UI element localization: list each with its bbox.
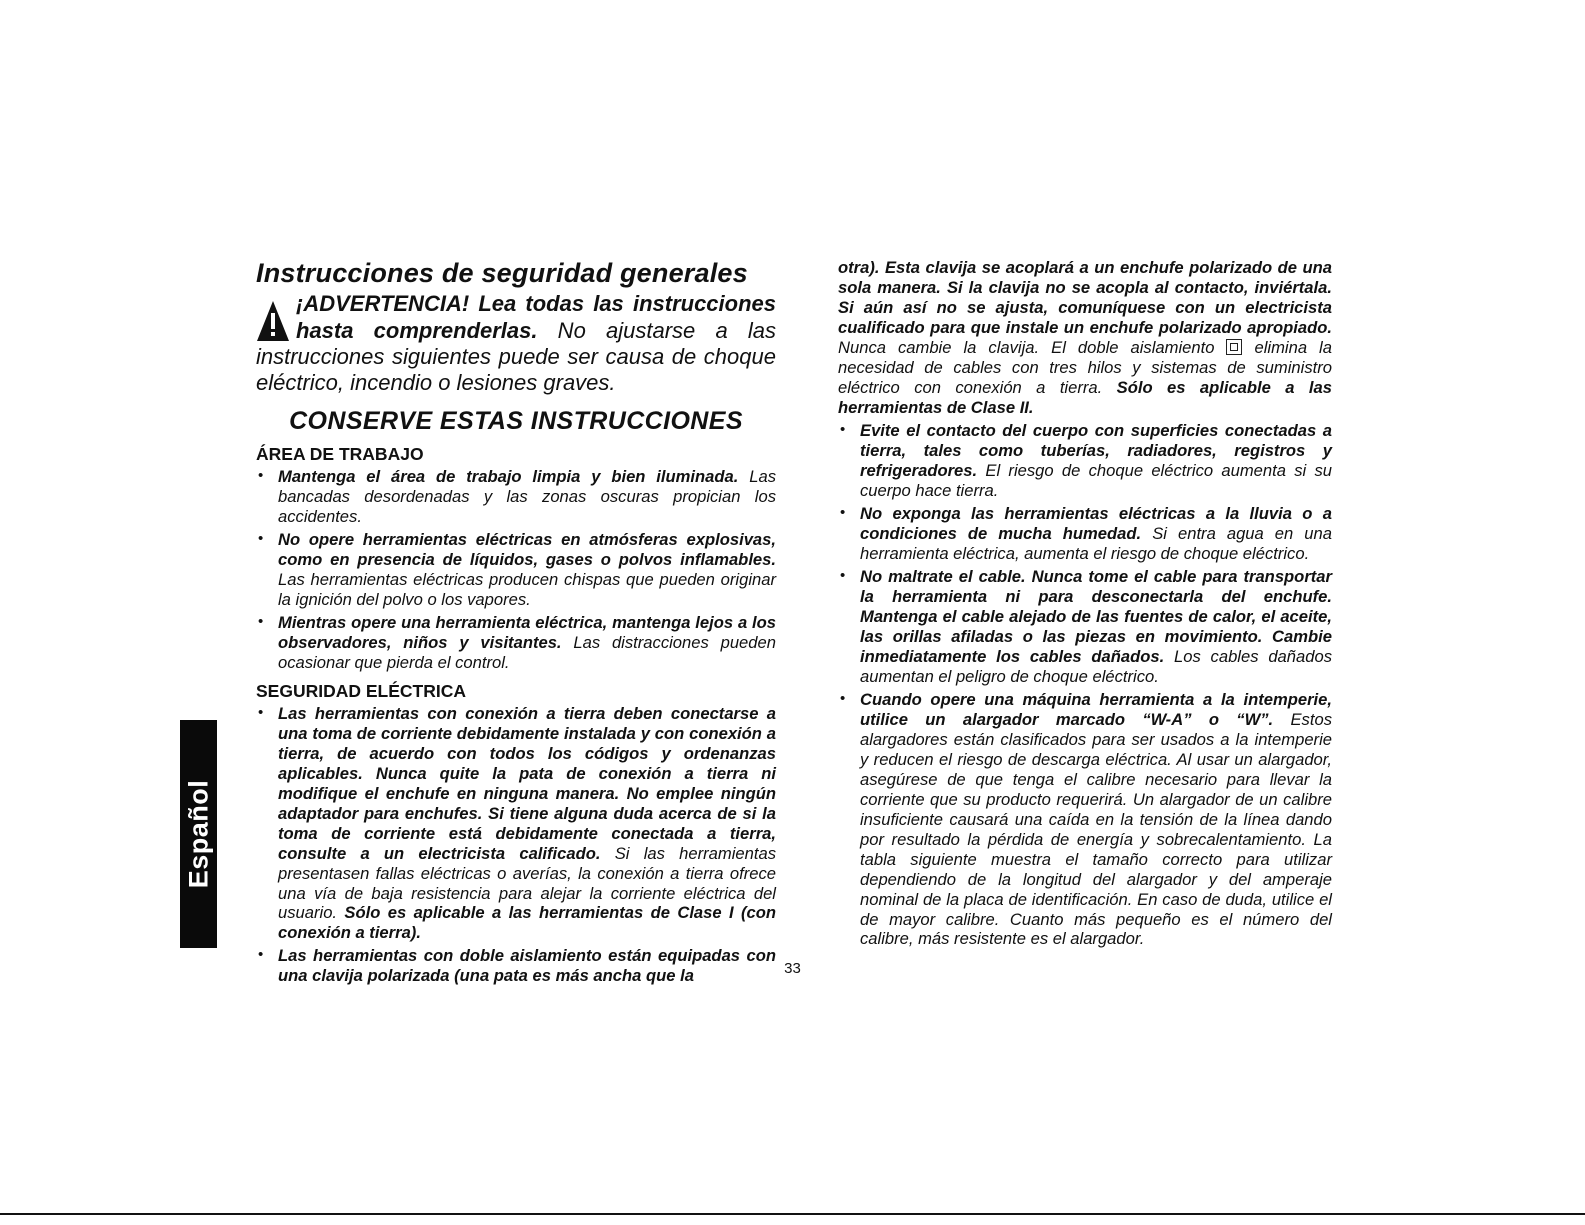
item-text: Las distracciones pueden ocasionar que pierda el control. — [278, 632, 776, 672]
item-bold: No maltrate el cable. Nunca tome el cable para transportar la herramienta ni para desconectarla del enchufe. Mantenga el cable alejado de las fuentes de calor, el aceite, las orillas afiladas o las piezas en movimiento. Cambie inmediatamente los cables dañados. — [860, 566, 1332, 666]
bottom-divider — [0, 1213, 1585, 1215]
right-list — [838, 258, 1332, 949]
work-area-list — [256, 467, 776, 673]
item-text: El riesgo de choque eléctrico aumenta si su cuerpo hace tierra. — [860, 460, 1332, 500]
section-heading-electrical: SEGURIDAD ELÉCTRICA — [256, 680, 467, 701]
list-item — [838, 504, 1332, 564]
item-text: Nunca cambie la clavija. El doble aislamiento — [838, 337, 1215, 357]
page-title: Instrucciones de seguridad generales — [256, 258, 748, 288]
list-item-continuation — [838, 258, 1332, 418]
left-column — [256, 258, 776, 989]
page-number: 33 — [784, 960, 801, 977]
item-bold: No opere herramientas eléctricas en atmósferas explosivas, como en presencia de líquidos, gases o polvos inflamables. — [278, 529, 776, 569]
item-bold: Mantenga el área de trabajo limpia y bien iluminada. — [278, 466, 739, 486]
item-bold: Mientras opere una herramienta eléctrica, mantenga lejos a los observadores, niños y visitantes. — [278, 612, 776, 652]
right-column — [838, 258, 1332, 952]
item-bold: Las herramientas con conexión a tierra deben conectarse a una toma de corriente debidamente instalada y con conexión a tierra, de acuerdo con todos los códigos y ordenanzas aplicables. Nunca quite la pata de conexión a tierra ni modifique el enchufe en ninguna manera. No emplee ningún adaptador para enchufes. Si tiene alguna duda acerca de si la toma de corriente está debidamente conectada a tierra, consulte a un electricista calificado. — [278, 703, 776, 863]
warning-triangle-icon — [256, 295, 290, 343]
list-item — [256, 704, 776, 944]
language-side-tab — [180, 720, 217, 948]
item-bold: Evite el contacto del cuerpo con superficies conectadas a tierra, tales como tuberías, radiadores, registros y refrigeradores. — [860, 420, 1332, 480]
list-item — [838, 690, 1332, 950]
list-item — [256, 613, 776, 673]
item-bold: Cuando opere una máquina herramienta a la intemperie, utilice un alargador marcado “W-A” o “W”. — [860, 689, 1332, 729]
item-bold: No exponga las herramientas eléctricas a la lluvia o a condiciones de mucha humedad. — [860, 503, 1332, 543]
item-text: elimina la necesidad de cables con tres hilos y sistemas de suministro eléctrico con conexión a tierra. — [838, 337, 1332, 397]
conserve-heading: CONSERVE ESTAS INSTRUCCIONES — [289, 406, 743, 435]
double-insulation-icon — [1226, 339, 1242, 355]
item-text: Las bancadas desordenadas y las zonas oscuras propician los accidentes. — [278, 466, 776, 526]
warning-lead: ¡ADVERTENCIA! Lea todas las instrucciones hasta comprenderlas. — [296, 291, 776, 343]
item-text: Si entra agua en una herramienta eléctrica, aumenta el riesgo de choque eléctrico. — [860, 523, 1332, 563]
item-bold-note: Sólo es aplicable a las herramientas de Clase I (con conexión a tierra). — [278, 903, 776, 943]
warning-paragraph — [256, 291, 776, 397]
list-item — [838, 567, 1332, 687]
electrical-list — [256, 704, 776, 987]
item-bold-note: Sólo es aplicable a las herramientas de Clase II. — [838, 377, 1332, 417]
warning-text: No ajustarse a las instrucciones siguientes puede ser causa de choque eléctrico, incendio o lesiones graves. — [256, 317, 776, 396]
item-text: Si las herramientas presentasen fallas eléctricas o averías, la conexión a tierra ofrece una vía de baja resistencia para alejar la corriente eléctrica del usuario. — [278, 843, 777, 923]
item-text: Los cables dañados aumentan el peligro de choque eléctrico. — [860, 646, 1332, 686]
list-item — [256, 530, 776, 610]
item-text: Estos alargadores están clasificados para ser usados a la intemperie y reducen el riesgo de descarga eléctrica. Al usar un alargador, asegúrese de que tenga el calibre necesario para llevar la corriente que su producto requerirá. Un alargador de un calibre insuficiente causará una caída en la tensión de la línea dando por resultado la pérdida de energía y sobrecalentamiento. La tabla siguiente muestra el tamaño correcto para utilizar dependiendo de la longitud del alargador y del amperaje nominal de la placa de identificación. En caso de duda, utilice el de mayor calibre. Cuanto más pequeño es el número del calibre, más resistente es el alargador. — [860, 709, 1332, 949]
section-heading-work-area: ÁREA DE TRABAJO — [256, 443, 424, 464]
item-bold: Las herramientas con doble aislamiento están equipadas con una clavija polarizada (una pata es más ancha que la — [278, 946, 776, 986]
language-label: Español — [183, 779, 213, 889]
list-item — [256, 467, 776, 527]
item-bold: otra). Esta clavija se acoplará a un enchufe polarizado de una sola manera. Si la clavija no se acopla al contacto, inviértala. Si aún así no se ajusta, comuníquese con un electricista cualificado para que instale un enchufe polarizado apropiado. — [838, 258, 1332, 337]
item-text: Las herramientas eléctricas producen chispas que pueden originar la ignición del polvo o los vapores. — [278, 569, 776, 609]
list-item — [838, 421, 1332, 501]
